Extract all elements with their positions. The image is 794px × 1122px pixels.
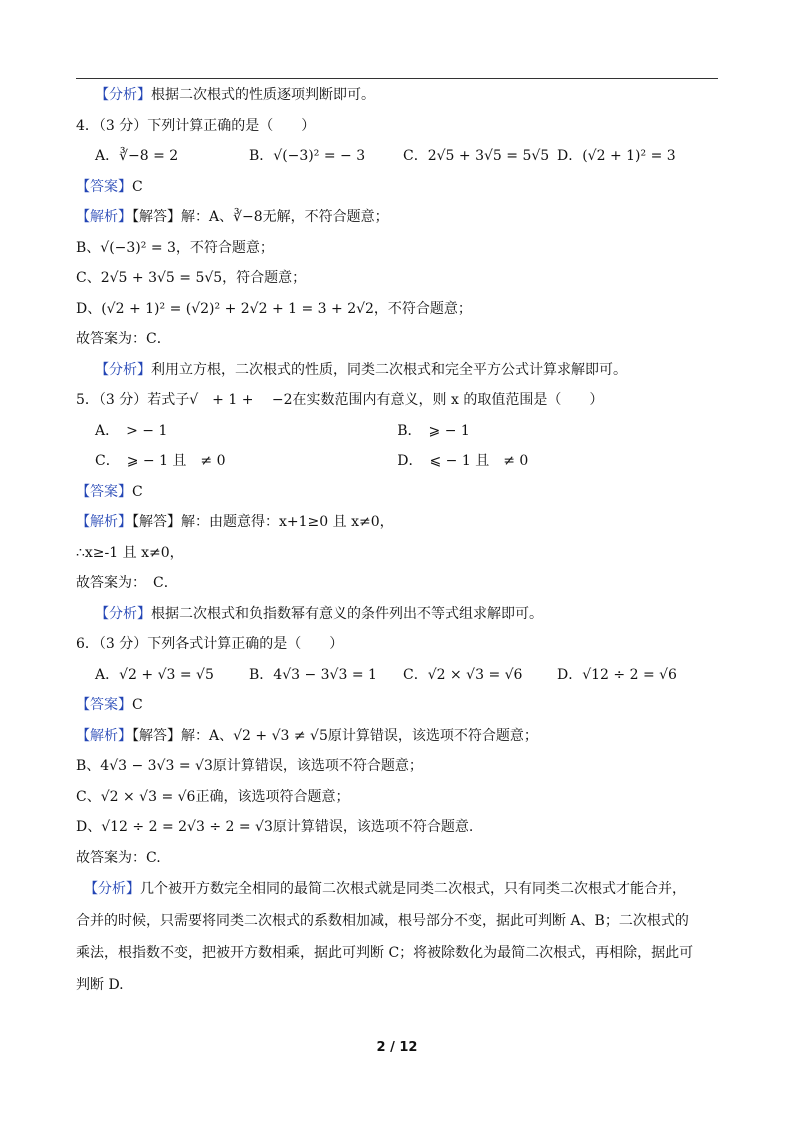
- answer-tag: 【答案】: [76, 178, 132, 195]
- analysis-q3: [76, 84, 718, 106]
- answer-q5: [76, 481, 718, 503]
- analysis-line: [76, 873, 718, 905]
- question-5-options-row1: [76, 420, 718, 442]
- page-number: 2 / 12: [376, 1040, 418, 1055]
- answer-text: C: [132, 178, 143, 195]
- analysis-tag: 【分析】: [95, 361, 151, 378]
- analysis-tag: 【分析】: [84, 881, 140, 897]
- analysis-q6: [76, 873, 718, 1001]
- conclusion-line: 故答案为：C.: [76, 849, 161, 866]
- option-d: D． ⩽ − 1 且 ≠ 0: [397, 453, 529, 469]
- option-a: A． > − 1: [95, 422, 168, 439]
- analysis-line: 判断 D.: [76, 977, 124, 993]
- solution-line: C、√2 × √3 = √6正确，该选项符合题意；: [76, 788, 350, 805]
- analysis-q4: [76, 359, 718, 381]
- solution-tag: 【解析】: [76, 209, 132, 225]
- option-c: C．√2 × √3 = √6: [403, 666, 523, 683]
- analysis-tag: 【分析】: [95, 87, 151, 103]
- solution-tag: 【解析】: [76, 514, 132, 530]
- analysis-text: 几个被开方数完全相同的最简二次根式就是同类二次根式，只有同类二次根式才能合并，: [140, 881, 686, 897]
- solution-line: D、√12 ÷ 2 = 2√3 ÷ 2 = √3原计算错误，该选项不符合题意.: [76, 819, 474, 835]
- option-b: B． ⩾ − 1: [397, 422, 470, 439]
- solution-text: 【解答】解：A、∛−8无解，不符合题意；: [132, 209, 389, 225]
- question-6-options: [76, 664, 718, 686]
- analysis-q5: [76, 603, 718, 625]
- page-content: [76, 84, 718, 1001]
- solution-tag: 【解析】: [76, 727, 132, 744]
- solution-line: B、4√3 − 3√3 = √3原计算错误，该选项不符合题意；: [76, 758, 423, 774]
- answer-tag: 【答案】: [76, 697, 132, 713]
- solution-q4: [76, 206, 718, 228]
- solution-line: C、2√5 + 3√5 = 5√5，符合题意；: [76, 270, 307, 286]
- top-rule: [76, 78, 718, 79]
- answer-q4: [76, 176, 718, 198]
- option-a: A．√2 + √3 = √5: [95, 666, 214, 683]
- conclusion-line: 故答案为： C．: [76, 575, 178, 591]
- option-d: D．(√2 + 1)² = 3: [557, 148, 676, 164]
- answer-q6: [76, 694, 718, 716]
- solution-line: B、√(−3)² = 3，不符合题意；: [76, 239, 274, 256]
- option-b: B．4√3 − 3√3 = 1: [249, 666, 377, 683]
- solution-q6: [76, 725, 718, 747]
- solution-line: D、(√2 + 1)² = (√2)² + 2√2 + 1 = 3 + 2√2，不符合题意；: [76, 300, 472, 317]
- option-d: D．√12 ÷ 2 = √6: [557, 666, 677, 683]
- option-c: C． ⩾ − 1 且 ≠ 0: [95, 453, 226, 469]
- question-4: 4．（3 分）下列计算正确的是（ ）: [76, 117, 316, 134]
- analysis-text: 利用立方根，二次根式的性质，同类二次根式和完全平方公式计算求解即可。: [151, 361, 627, 378]
- solution-q5: [76, 511, 718, 533]
- answer-text: C: [132, 697, 143, 713]
- question-4-options: [76, 145, 718, 167]
- question-5-options-row2: [76, 450, 718, 472]
- solution-text: 【解答】解：由题意得：x+1≥0 且 x≠0，: [132, 514, 394, 530]
- question-5: 5．（3 分）若式子√ + 1 + −2在实数范围内有意义，则 x 的取值范围是（ ）: [76, 392, 604, 408]
- solution-line: ∴x≥-1 且 x≠0，: [76, 544, 184, 561]
- analysis-text: 根据二次根式的性质逐项判断即可。: [151, 87, 375, 103]
- solution-text: 【解答】解：A、√2 + √3 ≠ √5原计算错误，该选项不符合题意；: [132, 727, 538, 744]
- answer-tag: 【答案】: [76, 483, 132, 500]
- option-b: B．√(−3)² = − 3: [249, 148, 366, 164]
- option-c: C．2√5 + 3√5 = 5√5: [403, 148, 550, 164]
- question-6: 6．（3 分）下列各式计算正确的是（ ）: [76, 636, 344, 652]
- option-a: A．∛−8 = 2: [95, 148, 179, 164]
- analysis-line: 合并的时候，只需要将同类二次根式的系数相加减，根号部分不变，据此可判断 A、B；二次根式的: [76, 913, 689, 929]
- analysis-line: 乘法，根指数不变，把被开方数相乘，据此可判断 C；将被除数化为最简二次根式，再相除，据此可: [76, 945, 694, 961]
- analysis-text: 根据二次根式和负指数幂有意义的条件列出不等式组求解即可。: [151, 605, 543, 622]
- conclusion-line: 故答案为：C．: [76, 331, 171, 347]
- analysis-tag: 【分析】: [95, 605, 151, 622]
- answer-text: C: [132, 483, 143, 500]
